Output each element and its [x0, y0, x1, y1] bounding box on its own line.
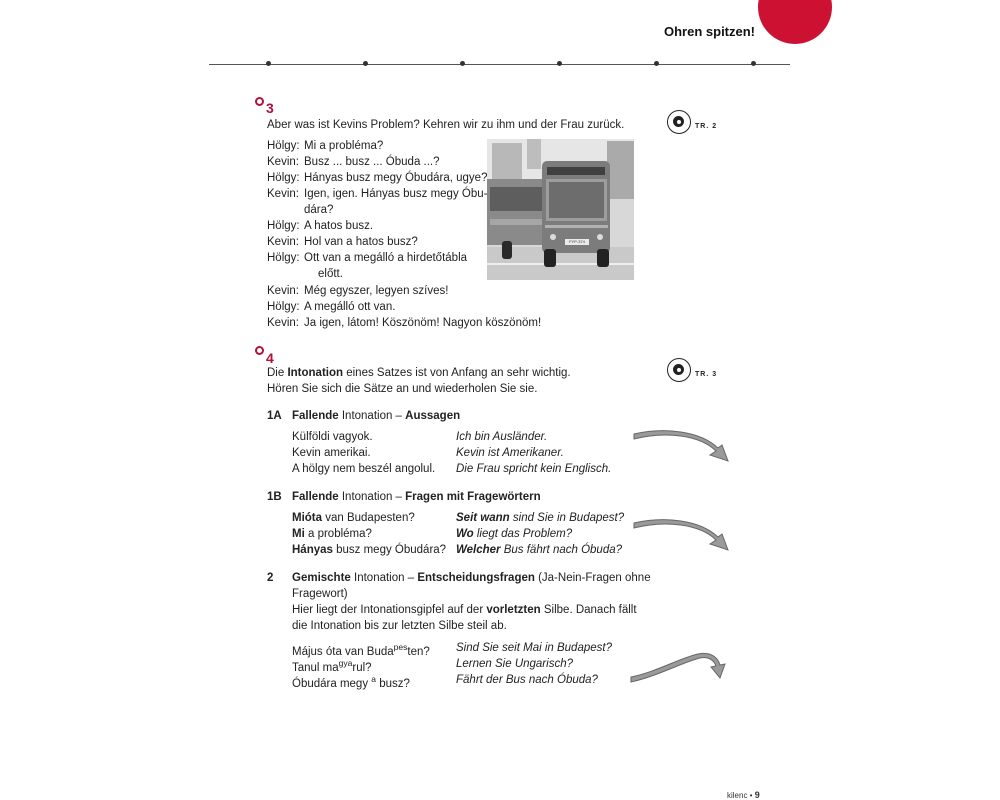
section-heading: Gemischte Intonation – Entscheidungsfragen (Ja-Nein-Fragen ohne	[292, 572, 651, 584]
speaker-label: Kevin:	[267, 156, 299, 168]
exercise-number: 4	[266, 350, 274, 366]
header-rule	[209, 64, 790, 65]
page-number-word: kilenc	[727, 791, 748, 800]
listening-ear-icon	[255, 97, 264, 106]
german-translation: Welcher Bus fährt nach Óbuda?	[456, 544, 622, 556]
dialogue-line: Mi a probléma?	[304, 140, 384, 152]
dialogue-line: A megálló ott van.	[304, 301, 396, 313]
audio-cd-icon	[667, 110, 691, 134]
section-number: 1B	[267, 491, 282, 503]
dialogue-line: Ott van a megálló a hirdetőtábla	[304, 252, 468, 264]
german-translation: Wo liegt das Problem?	[456, 528, 573, 540]
section-heading: Fallende Intonation – Aussagen	[292, 410, 461, 422]
german-translation: Seit wann sind Sie in Budapest?	[456, 512, 625, 524]
speaker-label: Kevin:	[267, 188, 299, 200]
falling-intonation-arrow-icon	[630, 425, 734, 467]
dialogue-line: Hányas busz megy Óbudára, ugye?	[304, 172, 488, 184]
track-label: TR. 3	[695, 371, 718, 378]
german-translation: Ich bin Ausländer.	[456, 431, 548, 443]
dialogue-line: dára?	[304, 204, 334, 216]
section-explanation: Hier liegt der Intonationsgipfel auf der vorletzten Silbe. Danach fällt	[292, 604, 637, 616]
hungarian-sentence: Óbudára megy $^a$ busz?	[292, 674, 410, 690]
rule-dot	[654, 61, 659, 66]
dialogue-line: Még egyszer, legyen szíves!	[304, 285, 449, 297]
track-label: TR. 2	[695, 123, 718, 130]
section-explanation-cont: die Intonation bis zur letzten Silbe steil ab.	[292, 620, 507, 632]
dialogue-line: Igen, igen. Hányas busz megy Óbu-	[304, 188, 488, 200]
speaker-label: Hölgy:	[267, 252, 300, 264]
german-translation: Fährt der Bus nach Óbuda?	[456, 674, 598, 686]
hungarian-sentence: Mióta van Budapesten?	[292, 512, 415, 524]
corner-red-circle	[758, 0, 832, 44]
rule-dot	[266, 61, 271, 66]
section-heading: Fallende Intonation – Fragen mit Fragewörtern	[292, 491, 541, 503]
dialogue-line: A hatos busz.	[304, 220, 374, 232]
exercise-instruction: Aber was ist Kevins Problem? Kehren wir zu ihm und der Frau zurück.	[267, 119, 625, 131]
rule-dot	[751, 61, 756, 66]
speaker-label: Kevin:	[267, 236, 299, 248]
speaker-label: Kevin:	[267, 285, 299, 297]
audio-cd-icon	[667, 358, 691, 382]
hungarian-sentence: Külföldi vagyok.	[292, 431, 373, 443]
rule-dot	[363, 61, 368, 66]
hungarian-sentence: Május óta van Buda$^{pes}$ten?	[292, 642, 430, 658]
dialogue-line: Ja igen, látom! Köszönöm! Nagyon köszönöm!	[304, 317, 542, 329]
speaker-label: Hölgy:	[267, 140, 300, 152]
hungarian-sentence: Hányas busz megy Óbudára?	[292, 544, 447, 556]
section-number: 2	[267, 572, 274, 584]
page-section-title: Ohren spitzen!	[664, 24, 756, 39]
listening-ear-icon	[255, 346, 264, 355]
exercise-intro: Die Intonation eines Satzes ist von Anfang an sehr wichtig.	[267, 367, 571, 379]
falling-intonation-arrow-icon	[630, 514, 734, 556]
rule-dot	[557, 61, 562, 66]
page-footer: kilenc • 9	[727, 790, 760, 800]
german-translation: Kevin ist Amerikaner.	[456, 447, 564, 459]
hungarian-sentence: Mi a probléma?	[292, 528, 372, 540]
hungarian-sentence: A hölgy nem beszél angolul.	[292, 463, 436, 475]
exercise-intro-line2: Hören Sie sich die Sätze an und wiederholen Sie sie.	[267, 383, 538, 395]
hungarian-sentence: Kevin amerikai.	[292, 447, 371, 459]
bus-photo	[487, 139, 634, 280]
german-translation: Die Frau spricht kein Englisch.	[456, 463, 612, 475]
speaker-label: Kevin:	[267, 317, 299, 329]
rise-fall-intonation-arrow-icon	[628, 650, 728, 690]
section-heading-cont: Fragewort)	[292, 588, 348, 600]
section-number: 1A	[267, 410, 282, 422]
speaker-label: Hölgy:	[267, 301, 300, 313]
hungarian-sentence: Tanul $ma^{gya}rul$?	[292, 658, 372, 674]
speaker-label: Hölgy:	[267, 172, 300, 184]
page-number: 9	[754, 790, 760, 800]
german-translation: Lernen Sie Ungarisch?	[456, 658, 573, 670]
dialogue-line: előtt.	[318, 268, 343, 280]
rule-dot	[460, 61, 465, 66]
dialogue-line: Busz ... busz ... Óbuda ...?	[304, 156, 440, 168]
exercise-number: 3	[266, 100, 274, 116]
german-translation: Sind Sie seit Mai in Budapest?	[456, 642, 612, 654]
bus-number-plate: FYP-374	[569, 239, 585, 244]
speaker-label: Hölgy:	[267, 220, 300, 232]
dialogue-line: Hol van a hatos busz?	[304, 236, 418, 248]
